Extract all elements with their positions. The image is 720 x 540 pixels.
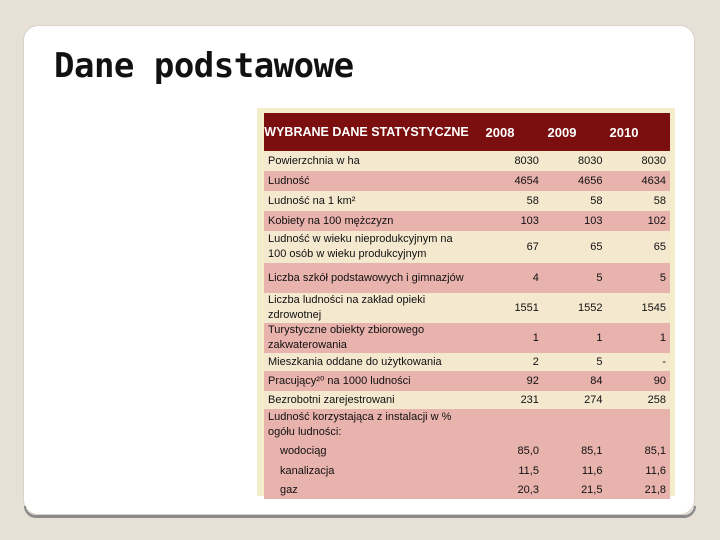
value-2010: 58 [653, 195, 667, 207]
table-row [264, 263, 670, 293]
table-row [264, 191, 670, 211]
table-row [264, 231, 670, 263]
row-label: Kobiety na 100 mężczyzn [268, 214, 394, 227]
value-2010: 102 [647, 215, 667, 227]
value-2009: 274 [584, 394, 603, 406]
value-2008: 4 [532, 272, 539, 284]
slide-title: Dane podstawowe [54, 46, 354, 86]
value-2008: 2 [532, 356, 539, 368]
value-2009: 5 [596, 356, 603, 368]
value-2010: 11,6 [645, 465, 667, 477]
value-2010: 90 [653, 375, 667, 387]
value-2009: 1552 [577, 302, 603, 314]
table-row [264, 171, 670, 191]
value-2008: 103 [520, 215, 539, 227]
row-label: Ludność korzystająca z instalacji w % ogółu ludności: [268, 411, 452, 438]
table-row [264, 151, 670, 171]
header-year-2009: 2009 [547, 124, 577, 140]
value-2009: 1 [596, 332, 603, 344]
table-header [264, 113, 670, 151]
row-label: Mieszkania oddane do użytkowania [268, 355, 442, 368]
row-label: Turystyczne obiekty zbiorowego zakwaterowania [268, 324, 425, 351]
value-2008: 4654 [514, 175, 539, 187]
value-2009: 85,1 [581, 445, 603, 457]
table-row [264, 441, 670, 461]
header-year-2008: 2008 [485, 124, 515, 140]
value-2008: 67 [526, 241, 539, 253]
row-label: Ludność [268, 174, 310, 187]
table-row [264, 323, 670, 353]
slide-bottom-edge [24, 506, 696, 518]
value-2008: 1551 [514, 302, 539, 314]
value-2009: 21,5 [581, 484, 603, 496]
value-2010: 4634 [641, 175, 667, 187]
value-2009: 4656 [577, 175, 603, 187]
value-2008: 92 [526, 375, 539, 387]
value-2008: 58 [526, 195, 539, 207]
value-2008: 8030 [514, 155, 539, 167]
value-2010: 1545 [641, 302, 667, 314]
value-2009: 11,6 [581, 465, 603, 477]
value-2008: 11,5 [518, 465, 539, 477]
table-row [264, 371, 670, 391]
value-2008: 1 [532, 332, 539, 344]
table-row [264, 211, 670, 231]
value-2010: 5 [659, 272, 667, 284]
row-label: kanalizacja [280, 464, 335, 477]
value-2010: 1 [659, 332, 667, 344]
table-row [264, 481, 670, 499]
row-label: Ludność w wieku nieprodukcyjnym na 100 osób w wieku produkcyjnym [268, 233, 453, 260]
value-2009: 65 [590, 241, 603, 253]
value-2008: 20,3 [517, 484, 539, 496]
table-row [264, 391, 670, 409]
value-2010: 8030 [641, 155, 667, 167]
value-2009: 58 [590, 195, 603, 207]
table-row [264, 409, 670, 441]
value-2009: 5 [596, 272, 603, 284]
value-2008: 231 [520, 394, 539, 406]
row-label: gaz [280, 483, 298, 496]
value-2010: - [662, 356, 667, 368]
row-label: Pracujący²⁰ na 1000 ludności [268, 374, 411, 387]
value-2009: 84 [590, 375, 603, 387]
value-2009: 103 [584, 215, 603, 227]
table-row [264, 353, 670, 371]
value-2010: 21,8 [644, 484, 667, 496]
table-row [264, 293, 670, 323]
row-label: Bezrobotni zarejestrowani [268, 393, 395, 406]
header-year-2010: 2010 [609, 124, 639, 140]
value-2010: 258 [647, 394, 667, 406]
row-label: Powierzchnia w ha [268, 154, 360, 167]
value-2008: 85,0 [517, 445, 539, 457]
value-2009: 8030 [577, 155, 603, 167]
value-2010: 65 [653, 241, 667, 253]
row-label: Liczba szkół podstawowych i gimnazjów [268, 271, 464, 284]
header-label: WYBRANE DANE STATYSTYCZNE [264, 125, 469, 139]
statistics-table [264, 113, 670, 499]
row-label: Liczba ludności na zakład opieki zdrowotnej [268, 294, 426, 321]
row-label: Ludność na 1 km² [268, 194, 356, 207]
table-row [264, 461, 670, 481]
value-2010: 85,1 [644, 445, 667, 457]
row-label: wodociąg [280, 444, 327, 457]
